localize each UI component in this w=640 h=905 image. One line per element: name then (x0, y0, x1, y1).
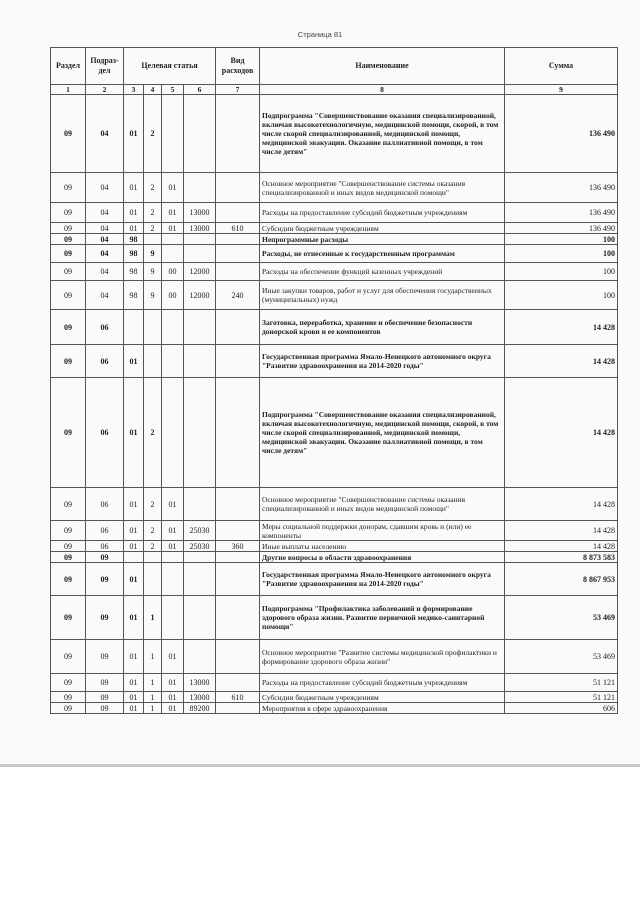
cell-direction: 12000 (184, 281, 216, 310)
cell-expense-type (216, 552, 260, 563)
cell-name: Иные закупки товаров, работ и услуг для обеспечения государственных (муниципальных) нужд (260, 281, 505, 310)
cell-activity (162, 563, 184, 596)
column-number: 6 (184, 85, 216, 95)
cell-expense-type (216, 245, 260, 263)
cell-program: 01 (124, 692, 144, 703)
cell-name: Мероприятия в сфере здравоохранения (260, 703, 505, 714)
cell-podrazdel: 06 (86, 521, 124, 541)
cell-program: 01 (124, 703, 144, 714)
cell-program: 98 (124, 281, 144, 310)
cell-name: Основное мероприятие "Совершенствование системы оказания специализированной и иных видов медицинской помощи" (260, 488, 505, 521)
cell-razdel: 09 (51, 310, 86, 345)
cell-subprogram: 9 (144, 281, 162, 310)
cell-podrazdel: 09 (86, 703, 124, 714)
cell-razdel: 09 (51, 640, 86, 674)
cell-activity: 00 (162, 281, 184, 310)
header-sum: Сумма (505, 48, 618, 85)
cell-subprogram: 2 (144, 488, 162, 521)
cell-sum: 51 121 (505, 692, 618, 703)
cell-direction (184, 640, 216, 674)
cell-subprogram (144, 234, 162, 245)
cell-name: Подпрограмма "Совершенствование оказания специализированной, включая высокотехнологичную, медицинской помощи, скорой, в том числе скорой специализированной, медицинской помощи, медицинской эвакуации. Оказание паллиативной помощи, в том числе детям" (260, 378, 505, 488)
column-number: 2 (86, 85, 124, 95)
cell-podrazdel: 09 (86, 563, 124, 596)
cell-direction: 13000 (184, 203, 216, 223)
cell-razdel: 09 (51, 563, 86, 596)
cell-subprogram: 2 (144, 541, 162, 552)
cell-podrazdel: 04 (86, 173, 124, 203)
table-row (51, 596, 618, 640)
cell-subprogram: 2 (144, 173, 162, 203)
cell-razdel: 09 (51, 245, 86, 263)
cell-activity (162, 596, 184, 640)
cell-razdel: 09 (51, 234, 86, 245)
cell-activity: 01 (162, 173, 184, 203)
cell-subprogram: 2 (144, 203, 162, 223)
cell-name: Государственная программа Ямало-Ненецкого автономного округа "Развитие здравоохранения на 2014-2020 годы" (260, 345, 505, 378)
column-number: 1 (51, 85, 86, 95)
cell-expense-type (216, 674, 260, 692)
cell-razdel: 09 (51, 203, 86, 223)
cell-program: 01 (124, 345, 144, 378)
table-row (51, 203, 618, 223)
cell-activity (162, 310, 184, 345)
cell-direction: 13000 (184, 223, 216, 234)
cell-name: Расходы на предоставление субсидий бюджетным учреждениям (260, 203, 505, 223)
cell-activity: 01 (162, 541, 184, 552)
cell-subprogram: 2 (144, 95, 162, 173)
cell-subprogram (144, 310, 162, 345)
cell-sum: 100 (505, 234, 618, 245)
cell-activity (162, 345, 184, 378)
cell-activity: 01 (162, 488, 184, 521)
cell-name: Подпрограмма "Профилактика заболеваний и формирование здорового образа жизни. Развитие первичной медико-санитарной помощи" (260, 596, 505, 640)
table-row (51, 234, 618, 245)
cell-sum: 14 428 (505, 521, 618, 541)
cell-podrazdel: 04 (86, 234, 124, 245)
cell-expense-type (216, 378, 260, 488)
cell-subprogram: 9 (144, 245, 162, 263)
cell-expense-type (216, 310, 260, 345)
cell-name: Другие вопросы в области здравоохранения (260, 552, 505, 563)
table-row (51, 223, 618, 234)
table-row (51, 692, 618, 703)
cell-sum: 8 873 583 (505, 552, 618, 563)
cell-podrazdel: 06 (86, 345, 124, 378)
cell-activity (162, 234, 184, 245)
cell-direction (184, 245, 216, 263)
cell-expense-type (216, 234, 260, 245)
cell-podrazdel: 09 (86, 640, 124, 674)
cell-sum: 100 (505, 245, 618, 263)
cell-activity: 01 (162, 703, 184, 714)
table-row (51, 541, 618, 552)
cell-program: 01 (124, 674, 144, 692)
cell-sum: 14 428 (505, 378, 618, 488)
table-row (51, 281, 618, 310)
cell-podrazdel: 06 (86, 541, 124, 552)
cell-subprogram: 1 (144, 703, 162, 714)
cell-program: 01 (124, 95, 144, 173)
cell-direction (184, 488, 216, 521)
cell-expense-type (216, 173, 260, 203)
cell-expense-type (216, 521, 260, 541)
cell-name: Расходы, не отнесенные к государственным программам (260, 245, 505, 263)
cell-subprogram (144, 563, 162, 596)
cell-podrazdel: 09 (86, 674, 124, 692)
cell-subprogram: 9 (144, 263, 162, 281)
cell-expense-type (216, 488, 260, 521)
cell-expense-type: 610 (216, 223, 260, 234)
cell-subprogram: 1 (144, 640, 162, 674)
cell-program: 01 (124, 223, 144, 234)
cell-razdel: 09 (51, 173, 86, 203)
cell-subprogram: 1 (144, 674, 162, 692)
cell-sum: 136 490 (505, 95, 618, 173)
cell-name: Расходы на предоставление субсидий бюджетным учреждениям (260, 674, 505, 692)
cell-sum: 51 121 (505, 674, 618, 692)
cell-name: Непрограммные расходы (260, 234, 505, 245)
page-number-label: Страница 81 (297, 30, 343, 39)
cell-subprogram: 1 (144, 596, 162, 640)
cell-direction (184, 95, 216, 173)
cell-name: Меры социальной поддержки донорам, сдавшим кровь и (или) ее компоненты (260, 521, 505, 541)
cell-podrazdel: 06 (86, 488, 124, 521)
table-row (51, 674, 618, 692)
table-row (51, 378, 618, 488)
cell-expense-type (216, 203, 260, 223)
cell-direction: 25030 (184, 521, 216, 541)
cell-podrazdel: 04 (86, 203, 124, 223)
cell-direction (184, 552, 216, 563)
header-podrazdel: Подраз-дел (86, 48, 124, 85)
cell-direction: 13000 (184, 692, 216, 703)
table-row (51, 310, 618, 345)
cell-sum: 606 (505, 703, 618, 714)
cell-name: Субсидии бюджетным учреждениям (260, 223, 505, 234)
table-row (51, 488, 618, 521)
cell-expense-type (216, 263, 260, 281)
cell-sum: 136 490 (505, 203, 618, 223)
cell-activity: 01 (162, 692, 184, 703)
header-name: Наименование (260, 48, 505, 85)
table-row (51, 245, 618, 263)
column-number: 7 (216, 85, 260, 95)
cell-activity: 01 (162, 203, 184, 223)
cell-direction (184, 345, 216, 378)
cell-program: 01 (124, 488, 144, 521)
cell-sum: 14 428 (505, 310, 618, 345)
column-number: 5 (162, 85, 184, 95)
cell-sum: 136 490 (505, 223, 618, 234)
cell-subprogram (144, 345, 162, 378)
cell-razdel: 09 (51, 223, 86, 234)
cell-subprogram: 2 (144, 223, 162, 234)
cell-program: 01 (124, 521, 144, 541)
cell-direction (184, 173, 216, 203)
cell-activity: 01 (162, 674, 184, 692)
cell-direction (184, 310, 216, 345)
cell-direction: 12000 (184, 263, 216, 281)
table-row (51, 521, 618, 541)
cell-direction (184, 378, 216, 488)
cell-program: 01 (124, 378, 144, 488)
cell-program (124, 552, 144, 563)
cell-program: 98 (124, 234, 144, 245)
cell-expense-type (216, 596, 260, 640)
cell-program: 01 (124, 173, 144, 203)
cell-podrazdel: 04 (86, 263, 124, 281)
cell-expense-type (216, 703, 260, 714)
cell-razdel: 09 (51, 521, 86, 541)
cell-name: Субсидии бюджетным учреждениям (260, 692, 505, 703)
cell-direction (184, 596, 216, 640)
cell-name: Расходы на обеспечение функций казенных учреждений (260, 263, 505, 281)
table-row (51, 552, 618, 563)
cell-name: Основное мероприятие "Развитие системы медицинской профилактики и формирование здорового образа жизни" (260, 640, 505, 674)
cell-activity: 01 (162, 223, 184, 234)
cell-razdel: 09 (51, 703, 86, 714)
cell-name: Государственная программа Ямало-Ненецкого автономного округа "Развитие здравоохранения на 2014-2020 годы" (260, 563, 505, 596)
cell-activity (162, 95, 184, 173)
header-target-article: Целевая статья (124, 48, 216, 85)
cell-name: Заготовка, переработка, хранение и обеспечение безопасности донорской крови и ее компонентов (260, 310, 505, 345)
cell-podrazdel: 06 (86, 310, 124, 345)
cell-program: 01 (124, 541, 144, 552)
cell-activity (162, 245, 184, 263)
column-number: 3 (124, 85, 144, 95)
cell-sum: 136 490 (505, 173, 618, 203)
table-row (51, 95, 618, 173)
cell-podrazdel: 06 (86, 378, 124, 488)
cell-razdel: 09 (51, 281, 86, 310)
cell-sum: 8 867 953 (505, 563, 618, 596)
cell-program: 01 (124, 640, 144, 674)
cell-sum: 53 469 (505, 640, 618, 674)
table-row (51, 563, 618, 596)
header-razdel: Раздел (51, 48, 86, 85)
cell-sum: 14 428 (505, 541, 618, 552)
budget-table (50, 47, 618, 714)
cell-program: 01 (124, 596, 144, 640)
cell-razdel: 09 (51, 378, 86, 488)
cell-sum: 14 428 (505, 345, 618, 378)
cell-razdel: 09 (51, 345, 86, 378)
cell-sum: 53 469 (505, 596, 618, 640)
cell-program: 98 (124, 245, 144, 263)
table-row (51, 173, 618, 203)
cell-direction (184, 563, 216, 596)
cell-expense-type: 610 (216, 692, 260, 703)
cell-subprogram: 2 (144, 378, 162, 488)
cell-razdel: 09 (51, 674, 86, 692)
cell-razdel: 09 (51, 552, 86, 563)
cell-expense-type (216, 640, 260, 674)
cell-sum: 100 (505, 263, 618, 281)
cell-expense-type: 240 (216, 281, 260, 310)
cell-razdel: 09 (51, 488, 86, 521)
cell-podrazdel: 04 (86, 281, 124, 310)
cell-razdel: 09 (51, 263, 86, 281)
cell-name: Подпрограмма "Совершенствование оказания специализированной, включая высокотехнологичную, медицинской помощи, скорой, в том числе скорой специализированной, медицинской помощи, медицинской эвакуации. Оказание паллиативной помощи, в том числе детям" (260, 95, 505, 173)
cell-activity: 01 (162, 640, 184, 674)
header-expense-type: Вид расходов (216, 48, 260, 85)
cell-direction: 25030 (184, 541, 216, 552)
cell-podrazdel: 09 (86, 692, 124, 703)
cell-direction (184, 234, 216, 245)
table-row (51, 345, 618, 378)
cell-activity (162, 378, 184, 488)
column-number: 9 (505, 85, 618, 95)
cell-razdel: 09 (51, 692, 86, 703)
cell-razdel: 09 (51, 95, 86, 173)
cell-program: 01 (124, 203, 144, 223)
cell-program: 01 (124, 563, 144, 596)
cell-subprogram (144, 552, 162, 563)
table-header-row (51, 48, 618, 85)
table-row (51, 263, 618, 281)
cell-expense-type: 360 (216, 541, 260, 552)
cell-subprogram: 2 (144, 521, 162, 541)
cell-podrazdel: 04 (86, 245, 124, 263)
cell-program (124, 310, 144, 345)
cell-razdel: 09 (51, 541, 86, 552)
cell-podrazdel: 04 (86, 95, 124, 173)
cell-sum: 14 428 (505, 488, 618, 521)
cell-subprogram: 1 (144, 692, 162, 703)
cell-activity (162, 552, 184, 563)
table-row (51, 640, 618, 674)
column-number-row (51, 85, 618, 95)
cell-direction: 13000 (184, 674, 216, 692)
cell-podrazdel: 04 (86, 223, 124, 234)
cell-activity: 00 (162, 263, 184, 281)
column-number: 4 (144, 85, 162, 95)
cell-name: Иные выплаты населению (260, 541, 505, 552)
column-number: 8 (260, 85, 505, 95)
cell-expense-type (216, 563, 260, 596)
cell-name: Основное мероприятие "Совершенствование системы оказания специализированной и иных видов медицинской помощи" (260, 173, 505, 203)
scan-edge (0, 764, 640, 767)
cell-expense-type (216, 95, 260, 173)
cell-expense-type (216, 345, 260, 378)
cell-podrazdel: 09 (86, 596, 124, 640)
cell-program: 98 (124, 263, 144, 281)
table-row (51, 703, 618, 714)
cell-podrazdel: 09 (86, 552, 124, 563)
cell-sum: 100 (505, 281, 618, 310)
cell-direction: 89200 (184, 703, 216, 714)
cell-razdel: 09 (51, 596, 86, 640)
cell-activity: 01 (162, 521, 184, 541)
